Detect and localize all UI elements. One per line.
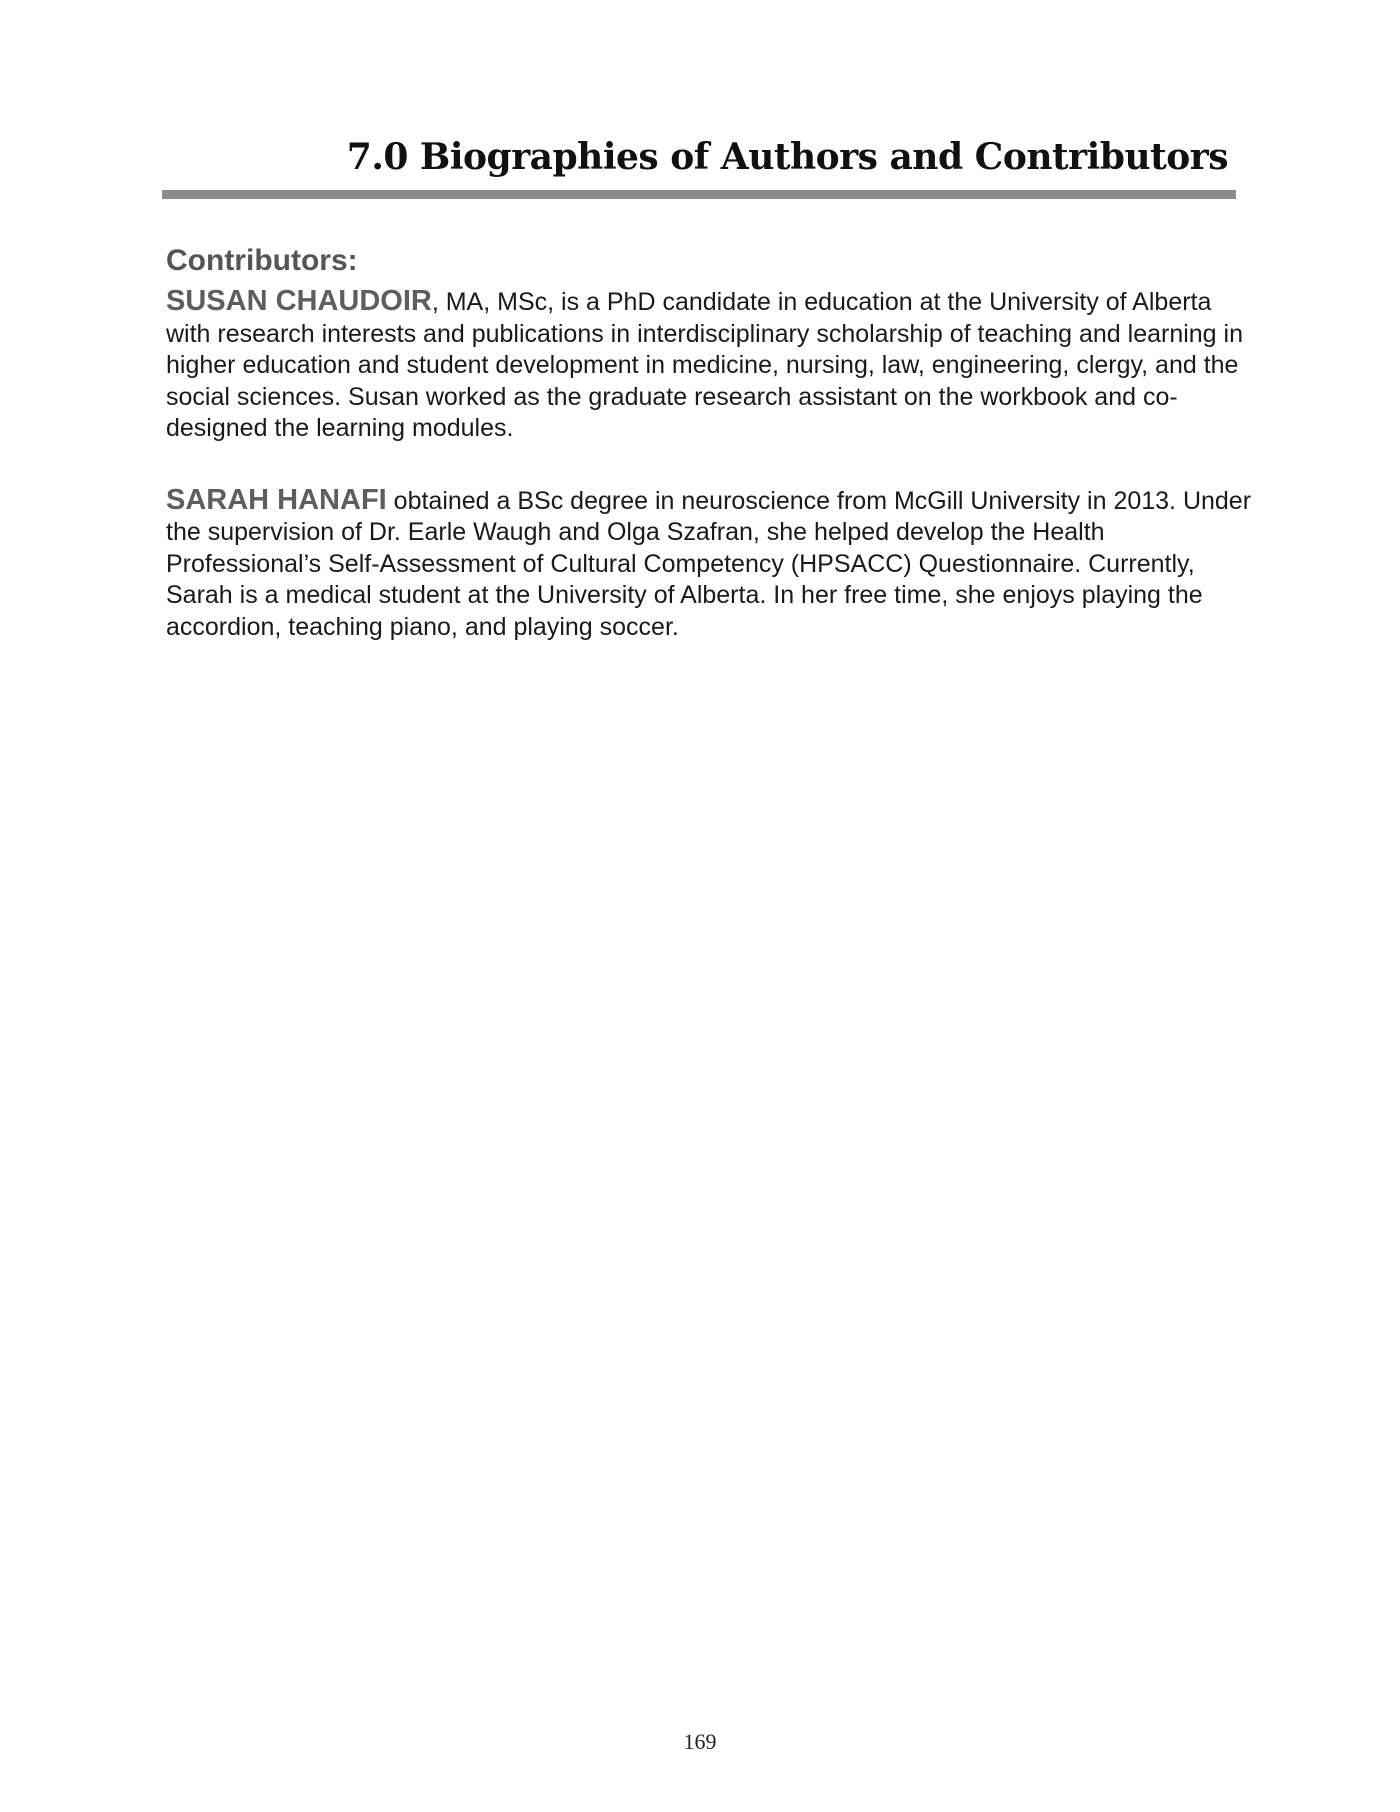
page-title: 7.0 Biographies of Authors and Contributors bbox=[346, 136, 1228, 178]
bio-text-sarah-hanafi: obtained a BSc degree in neuroscience from McGill University in 2013. Under the supervision of Dr. Earle Waugh and Olga Szafran, she helped develop the Health Professional’s Self-Assessment of Cultural Competency (HPSACC) Questionnaire. Currently, Sarah is a medical student at the University of Alberta. In her free time, she enjoys playing the accordion, teaching piano, and playing soccer. bbox=[166, 486, 1252, 641]
main-content bbox=[166, 244, 1256, 683]
bio-paragraph-susan-chaudoir bbox=[166, 286, 1256, 445]
title-underline-rule bbox=[162, 190, 1236, 199]
bio-text-susan-chaudoir: , MA, MSc, is a PhD candidate in education at the University of Alberta with research interests and publications in interdisciplinary scholarship of teaching and learning in higher education and student development in medicine, nursing, law, engineering, clergy, and the social sciences. Susan worked as the graduate research assistant on the workbook and co-designed the learning modules. bbox=[166, 288, 1243, 442]
bio-paragraph-sarah-hanafi bbox=[166, 485, 1256, 644]
bio-name-sarah-hanafi: SARAH HANAFI bbox=[166, 483, 387, 516]
bio-name-susan-chaudoir: SUSAN CHAUDOIR bbox=[166, 285, 432, 317]
page-number: 169 bbox=[683, 1729, 717, 1754]
contributors-heading: Contributors: bbox=[166, 244, 358, 277]
